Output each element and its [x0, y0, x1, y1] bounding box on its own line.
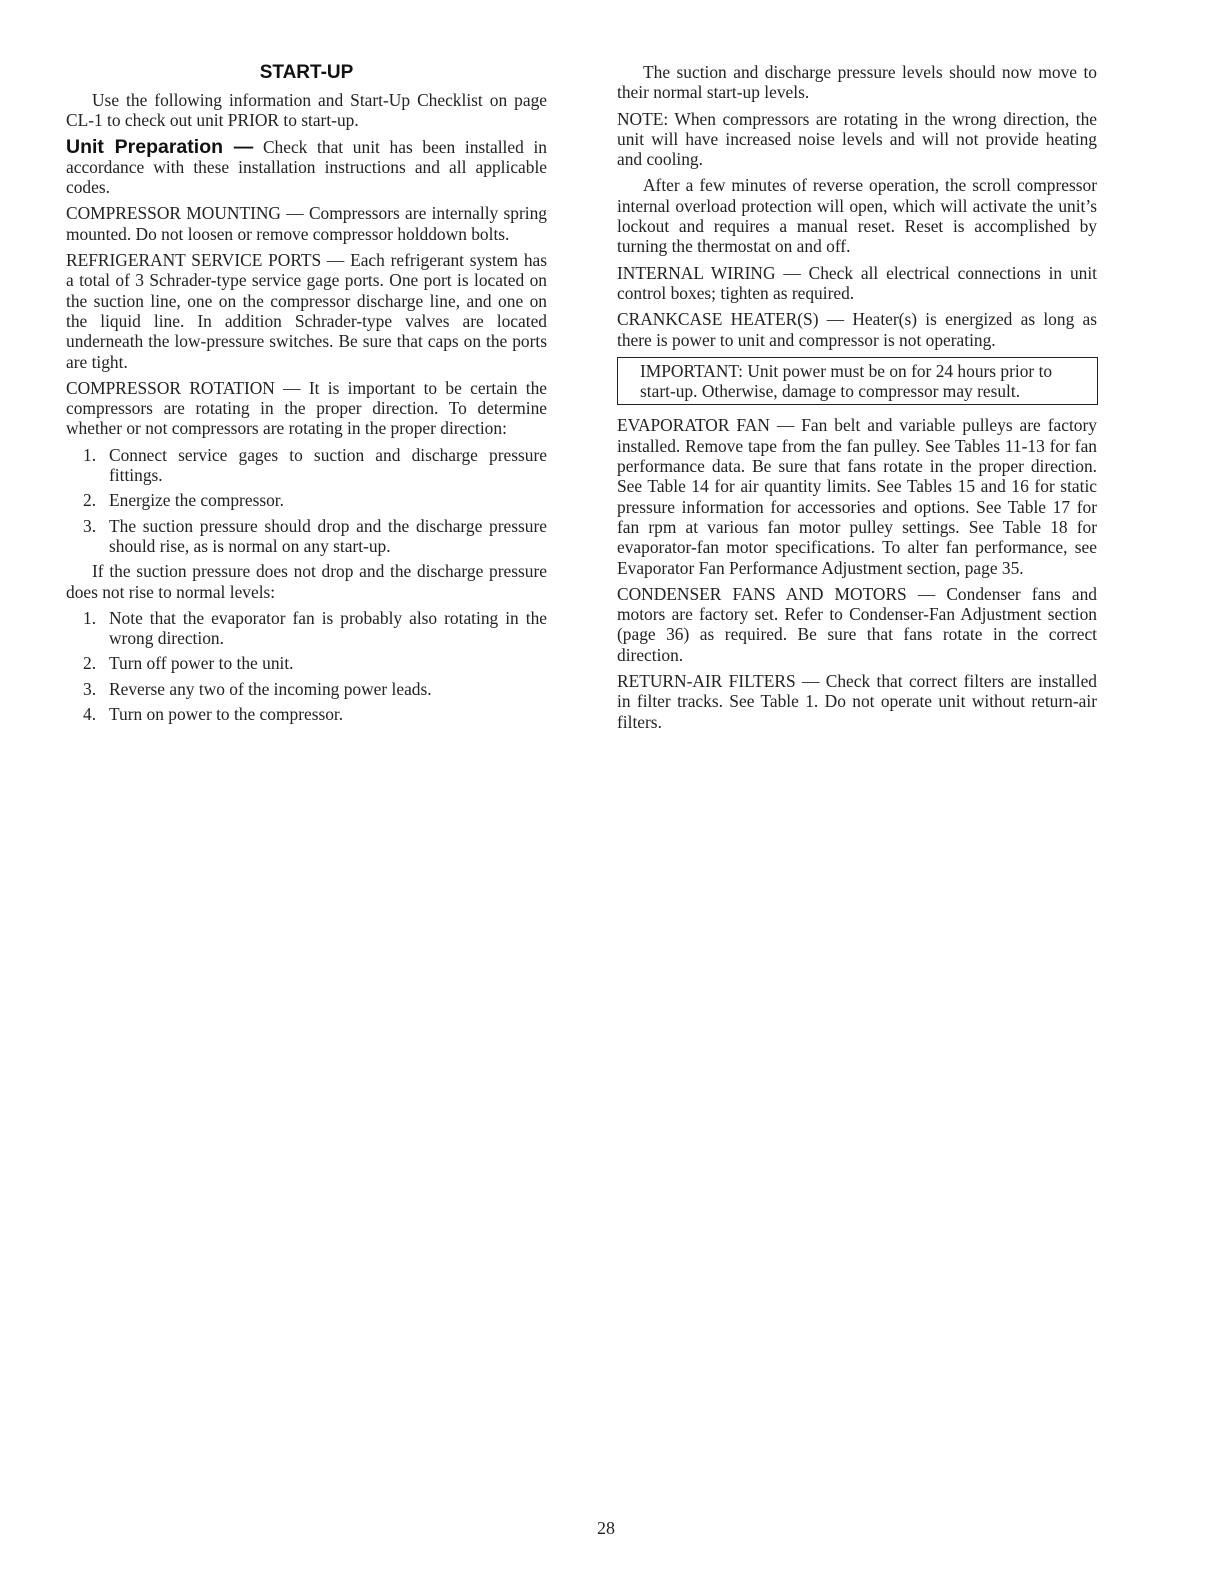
left-column: [66, 62, 547, 729]
unit-preparation-text: Check that unit has been installed in accordance with these installation instructions and all applicable codes.: [66, 136, 548, 198]
list-item: [66, 608, 547, 649]
important-notice-box: [617, 357, 1098, 406]
list-item: [66, 516, 547, 557]
step-number: 2.: [83, 490, 97, 511]
page-number: 28: [597, 1518, 615, 1538]
list-item: [66, 653, 547, 673]
step-number: 3.: [83, 515, 97, 536]
return-air-filters-paragraph: RETURN-AIR FILTERS — Check that correct filters are installed in filter tracks. See Table 1. Do not operate unit without return-air filters.: [617, 671, 1097, 732]
step-text: Turn on power to the compressor.: [109, 704, 344, 725]
rotation-check-steps: [66, 445, 547, 556]
unit-preparation-heading: Unit Preparation —: [66, 135, 254, 158]
list-item: [66, 490, 547, 510]
step-number: 3.: [83, 678, 97, 699]
if-not-paragraph: If the suction pressure does not drop and the discharge pressure does not rise to normal levels:: [66, 561, 547, 602]
internal-wiring-paragraph: INTERNAL WIRING — Check all electrical connections in unit control boxes; tighten as required.: [617, 262, 1097, 303]
list-item: [66, 704, 547, 724]
compressor-mounting-paragraph: COMPRESSOR MOUNTING — Compressors are internally spring mounted. Do not loosen or remove compressor holddown bolts.: [66, 203, 547, 244]
suction-levels-paragraph: The suction and discharge pressure levels should now move to their normal start-up levels.: [617, 62, 1097, 103]
reverse-operation-paragraph: After a few minutes of reverse operation, the scroll compressor internal overload protection will open, which will activate the unit’s lockout and requires a manual reset. Reset is accomplished by turning the thermostat on and off.: [617, 175, 1097, 257]
unit-preparation-paragraph: [66, 137, 547, 198]
list-item: [66, 445, 547, 486]
refrigerant-ports-paragraph: REFRIGERANT SERVICE PORTS — Each refrigerant system has a total of 3 Schrader-type service gage ports. One port is located on the suction line, one on the compressor discharge line, and one on the liquid line. In addition Schrader-type valves are located underneath the low-pressure switches. Be sure that caps on the ports are tight.: [66, 250, 547, 372]
list-item: [66, 679, 547, 699]
section-title: START-UP: [259, 62, 354, 83]
compressor-rotation-paragraph: COMPRESSOR ROTATION — It is important to be certain the compressors are rotating in the proper direction. To determine whether or not compressors are rotating in the proper direction:: [66, 377, 547, 439]
step-text: Turn off power to the unit.: [109, 653, 294, 674]
step-text: Reverse any two of the incoming power leads.: [109, 678, 432, 699]
step-text: Connect service gages to suction and discharge pressure fittings.: [109, 444, 547, 486]
evaporator-fan-paragraph: EVAPORATOR FAN — Fan belt and variable pulleys are factory installed. Remove tape from the fan pulley. See Tables 11-13 for fan performance data. Be sure that fans rotate in the proper direction. See Table 14 for air quantity limits. See Tables 15 and 16 for static pressure information for accessories and options. See Table 17 for fan rpm at various fan motor pulley settings. See Table 18 for evaporator-fan motor specifications. To alter fan performance, see Evaporator Fan Performance Adjustment section, page 35.: [617, 415, 1097, 578]
important-notice-text: IMPORTANT: Unit power must be on for 24 hours prior to start-up. Otherwise, damage to compressor may result.: [640, 360, 1053, 402]
condenser-fans-paragraph: CONDENSER FANS AND MOTORS — Condenser fans and motors are factory set. Refer to Condenser-Fan Adjustment section (page 36) as required. Be sure that fans rotate in the correct direction.: [617, 583, 1097, 665]
step-number: 2.: [83, 653, 97, 674]
step-text: Note that the evaporator fan is probably also rotating in the wrong direction.: [109, 607, 547, 649]
crankcase-heater-paragraph: CRANKCASE HEATER(S) — Heater(s) is energized as long as there is power to unit and compressor is not operating.: [617, 309, 1097, 350]
step-number: 4.: [83, 704, 97, 725]
intro-paragraph: Use the following information and Start-Up Checklist on page CL-1 to check out unit PRIOR to start-up.: [66, 90, 547, 131]
step-number: 1.: [83, 607, 97, 628]
step-number: 1.: [83, 444, 97, 465]
step-text: Energize the compressor.: [109, 490, 284, 511]
right-column: [617, 62, 1097, 738]
step-text: The suction pressure should drop and the discharge pressure should rise, as is normal on any start-up.: [109, 515, 547, 556]
reverse-rotation-steps: [66, 608, 547, 724]
note-paragraph: NOTE: When compressors are rotating in the wrong direction, the unit will have increased noise levels and will not provide heating and cooling.: [617, 108, 1097, 170]
